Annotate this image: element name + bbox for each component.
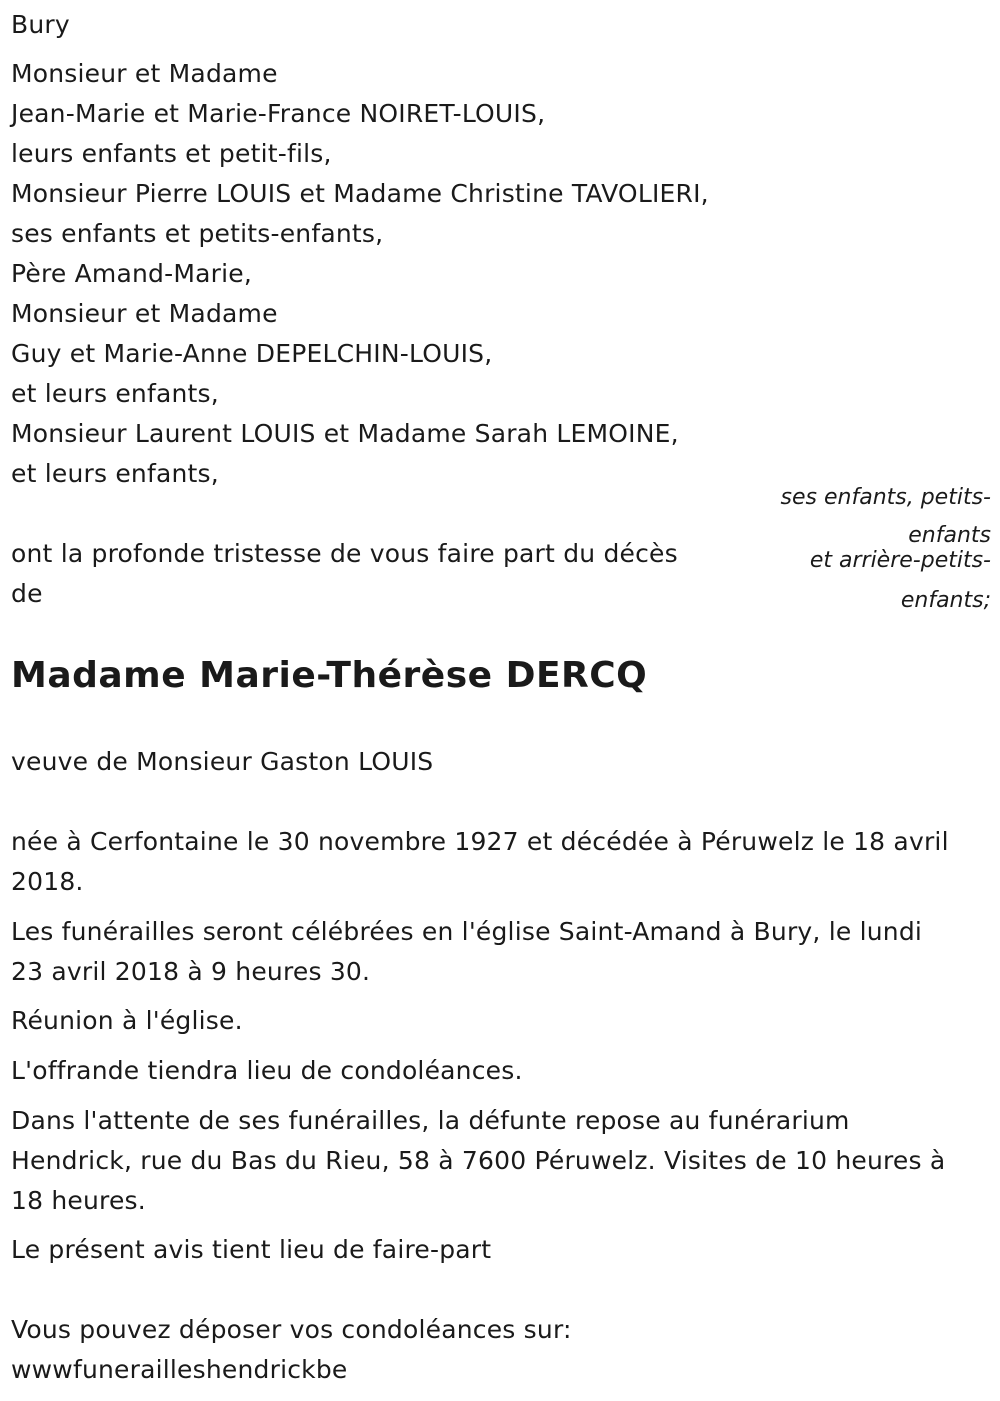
widow-of: veuve de Monsieur Gaston LOUIS bbox=[11, 747, 434, 776]
birth-death-line: née à Cerfontaine le 30 novembre 1927 et décédée à Péruwelz le 18 avril bbox=[11, 827, 949, 856]
rest-line: Dans l'attente de ses funérailles, la défunte repose au funérarium bbox=[11, 1106, 850, 1135]
family-line: Jean-Marie et Marie-France NOIRET-LOUIS, bbox=[11, 99, 546, 128]
side-note-line: et arrière-petits- bbox=[809, 548, 991, 573]
family-line: Monsieur et Madame bbox=[11, 59, 278, 88]
side-note-line: enfants; bbox=[900, 588, 991, 613]
family-line: et leurs enfants, bbox=[11, 379, 219, 408]
rest-line: Hendrick, rue du Bas du Rieu, 58 à 7600 Péruwelz. Visites de 10 heures à bbox=[11, 1146, 946, 1175]
birth-death-line: 2018. bbox=[11, 867, 84, 896]
meeting-info: Réunion à l'église. bbox=[11, 1006, 243, 1035]
family-line: Guy et Marie-Anne DEPELCHIN-LOUIS, bbox=[11, 339, 493, 368]
family-line: Père Amand-Marie, bbox=[11, 259, 252, 288]
side-note-line: enfants bbox=[908, 523, 991, 548]
side-note-line: ses enfants, petits- bbox=[780, 485, 991, 510]
family-line: Monsieur Pierre LOUIS et Madame Christine TAVOLIERI, bbox=[11, 179, 709, 208]
funeral-line: Les funérailles seront célébrées en l'église Saint-Amand à Bury, le lundi bbox=[11, 917, 923, 946]
funeral-line: 23 avril 2018 à 9 heures 30. bbox=[11, 957, 371, 986]
announcement-line: ont la profonde tristesse de vous faire part du décès bbox=[11, 539, 678, 568]
family-line: Monsieur et Madame bbox=[11, 299, 278, 328]
offering-info: L'offrande tiendra lieu de condoléances. bbox=[11, 1056, 523, 1085]
family-line: leurs enfants et petit-fils, bbox=[11, 139, 332, 168]
family-line: et leurs enfants, bbox=[11, 459, 219, 488]
family-line: ses enfants et petits-enfants, bbox=[11, 219, 384, 248]
condolences-label: Vous pouvez déposer vos condoléances sur: bbox=[11, 1315, 572, 1344]
location-header: Bury bbox=[11, 10, 70, 39]
announcement-line: de bbox=[11, 579, 43, 608]
rest-line: 18 heures. bbox=[11, 1186, 146, 1215]
family-line: Monsieur Laurent LOUIS et Madame Sarah LEMOINE, bbox=[11, 419, 679, 448]
deceased-name: Madame Marie-Thérèse DERCQ bbox=[11, 655, 648, 696]
notice-text: Le présent avis tient lieu de faire-part bbox=[11, 1235, 492, 1264]
website-link[interactable]: wwwfunerailleshendrickbe bbox=[11, 1355, 348, 1384]
